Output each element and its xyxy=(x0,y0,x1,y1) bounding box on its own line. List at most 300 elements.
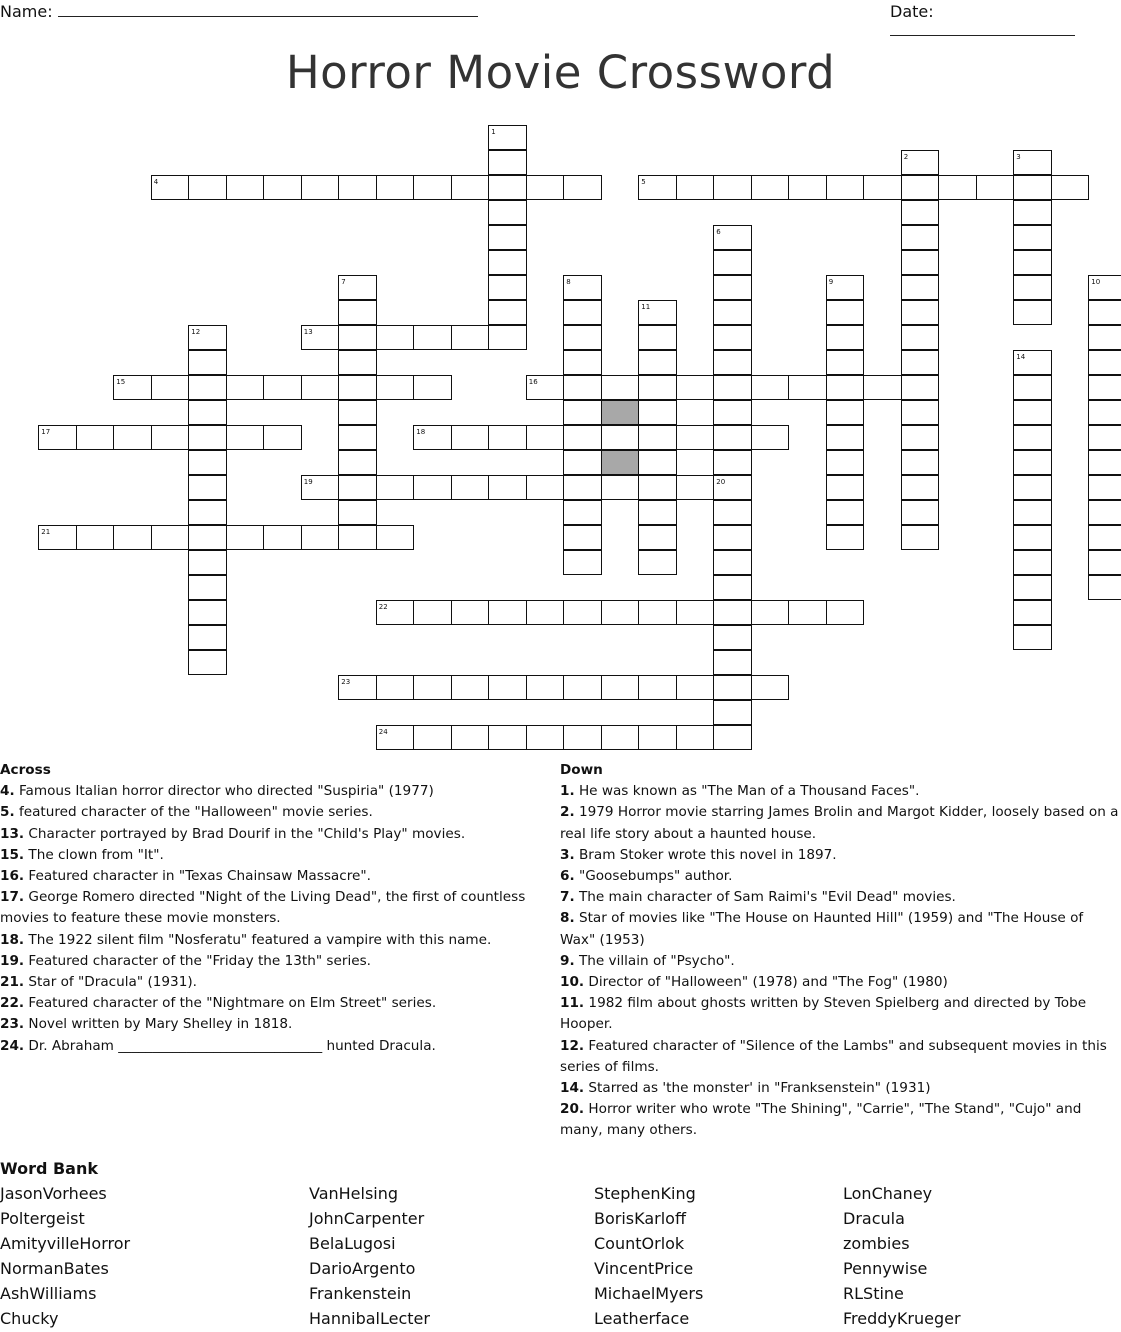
grid-cell[interactable] xyxy=(338,425,376,450)
grid-cell[interactable] xyxy=(638,550,676,575)
grid-cell[interactable] xyxy=(788,175,826,200)
grid-cell[interactable] xyxy=(638,725,676,750)
grid-cell[interactable] xyxy=(488,250,526,275)
grid-cell[interactable] xyxy=(1013,275,1051,300)
grid-cell[interactable] xyxy=(901,525,939,550)
clue-item xyxy=(560,1099,1120,1141)
grid-cell[interactable] xyxy=(1088,350,1121,375)
grid-cell[interactable] xyxy=(676,675,714,700)
clue-item-number: 3. xyxy=(560,846,575,863)
grid-cell[interactable] xyxy=(188,500,226,525)
clue-item xyxy=(560,972,1120,993)
grid-cell[interactable] xyxy=(151,425,189,450)
grid-cell[interactable] xyxy=(451,725,489,750)
grid-cell[interactable] xyxy=(901,275,939,300)
grid-cell[interactable] xyxy=(188,175,226,200)
clue-item-number: 15. xyxy=(0,846,25,863)
grid-cell[interactable] xyxy=(151,525,189,550)
clue-item-number: 12. xyxy=(560,1037,585,1054)
grid-cell[interactable] xyxy=(188,475,226,500)
clue-number: 14 xyxy=(1016,352,1026,361)
clue-item-number: 2. xyxy=(560,804,575,821)
grid-cell[interactable] xyxy=(563,325,601,350)
grid-cell[interactable] xyxy=(713,375,751,400)
word-bank-column xyxy=(309,1181,430,1331)
grid-cell[interactable] xyxy=(826,500,864,525)
grid-cell[interactable] xyxy=(826,350,864,375)
grid-cell[interactable] xyxy=(376,175,414,200)
grid-cell[interactable] xyxy=(713,250,751,275)
grid-cell[interactable] xyxy=(826,425,864,450)
grid-cell[interactable] xyxy=(338,325,376,350)
grid-cell[interactable] xyxy=(413,475,451,500)
grid-cell[interactable] xyxy=(1013,475,1051,500)
grid-cell[interactable] xyxy=(526,600,564,625)
word-bank-item: zombies xyxy=(843,1234,910,1253)
grid-cell[interactable] xyxy=(1088,450,1121,475)
clue-number: 2 xyxy=(903,152,909,161)
grid-cell[interactable] xyxy=(563,500,601,525)
grid-cell[interactable] xyxy=(338,375,376,400)
grid-cell[interactable] xyxy=(713,350,751,375)
word-bank-item: Frankenstein xyxy=(309,1284,412,1303)
grid-cell[interactable] xyxy=(713,575,751,600)
clue-item-text: "Goosebumps" author. xyxy=(574,868,733,885)
grid-cell[interactable] xyxy=(1013,525,1051,550)
grid-cell[interactable] xyxy=(1088,550,1121,575)
clue-item xyxy=(0,1014,540,1035)
clue-item xyxy=(0,972,540,993)
clue-item xyxy=(560,802,1120,844)
grid-cell[interactable] xyxy=(1088,425,1121,450)
clue-item-text: featured character of the "Halloween" movie series. xyxy=(14,804,373,821)
grid-cell[interactable] xyxy=(826,375,864,400)
grid-cell[interactable] xyxy=(676,725,714,750)
grid-cell[interactable] xyxy=(563,600,601,625)
grid-cell[interactable] xyxy=(826,450,864,475)
clue-item-text: Director of "Halloween" (1978) and "The Fog" (1980) xyxy=(584,974,948,991)
grid-cell[interactable] xyxy=(188,525,226,550)
grid-cell[interactable] xyxy=(526,675,564,700)
grid-cell[interactable] xyxy=(188,350,226,375)
grid-cell[interactable] xyxy=(901,475,939,500)
grid-cell[interactable] xyxy=(826,600,864,625)
grid-cell[interactable] xyxy=(713,700,751,725)
grid-cell[interactable] xyxy=(1088,375,1121,400)
grid-cell[interactable] xyxy=(151,375,189,400)
grid-cell[interactable] xyxy=(563,425,601,450)
clue-number: 10 xyxy=(1091,277,1101,286)
word-bank-item: StephenKing xyxy=(594,1184,696,1203)
grid-cell[interactable] xyxy=(563,725,601,750)
grid-cell[interactable] xyxy=(676,600,714,625)
clue-item-number: 6. xyxy=(560,868,575,885)
grid-cell[interactable] xyxy=(263,175,301,200)
grid-cell[interactable] xyxy=(713,175,751,200)
grid-cell[interactable] xyxy=(601,475,639,500)
grid-cell[interactable] xyxy=(713,325,751,350)
grid-cell[interactable] xyxy=(188,450,226,475)
grid-cell[interactable] xyxy=(901,350,939,375)
grid-cell[interactable] xyxy=(713,600,751,625)
grid-cell[interactable] xyxy=(638,500,676,525)
grid-cell[interactable] xyxy=(563,375,601,400)
grid-cell[interactable] xyxy=(713,525,751,550)
grid-cell[interactable] xyxy=(188,425,226,450)
clue-item xyxy=(560,887,1120,908)
grid-cell[interactable] xyxy=(1013,300,1051,325)
down-clues xyxy=(560,760,1120,1142)
clue-item xyxy=(560,866,1120,887)
grid-cell[interactable] xyxy=(751,425,789,450)
grid-cell[interactable] xyxy=(713,450,751,475)
grid-cell[interactable] xyxy=(938,175,976,200)
grid-cell[interactable] xyxy=(751,375,789,400)
grid-cell[interactable] xyxy=(601,425,639,450)
clue-item-number: 16. xyxy=(0,868,25,885)
grid-cell[interactable] xyxy=(901,200,939,225)
grid-cell[interactable] xyxy=(451,325,489,350)
grid-cell[interactable] xyxy=(1088,300,1121,325)
grid-cell[interactable] xyxy=(338,475,376,500)
grid-cell[interactable] xyxy=(451,475,489,500)
grid-cell[interactable] xyxy=(301,375,339,400)
clue-number: 20 xyxy=(716,477,726,486)
grid-cell[interactable] xyxy=(526,475,564,500)
clue-number: 7 xyxy=(341,277,346,286)
clue-item-text: Featured character of the "Friday the 13th" series. xyxy=(24,952,371,969)
grid-cell[interactable] xyxy=(901,400,939,425)
grid-cell[interactable] xyxy=(113,525,151,550)
clue-item-number: 20. xyxy=(560,1101,585,1118)
grid-cell[interactable] xyxy=(226,175,264,200)
clue-item xyxy=(560,908,1120,950)
clue-item-number: 22. xyxy=(0,995,25,1012)
grid-cell[interactable] xyxy=(788,600,826,625)
clue-item-number: 13. xyxy=(0,825,25,842)
grid-cell[interactable] xyxy=(1013,425,1051,450)
grid-cell[interactable] xyxy=(826,325,864,350)
grid-cell[interactable] xyxy=(76,425,114,450)
grid-cell[interactable] xyxy=(638,675,676,700)
grid-cell[interactable] xyxy=(526,725,564,750)
grid-cell[interactable] xyxy=(1051,175,1089,200)
word-bank-item: AshWilliams xyxy=(0,1284,97,1303)
grid-cell[interactable] xyxy=(338,500,376,525)
word-bank-item: LonChaney xyxy=(843,1184,933,1203)
grid-cell[interactable] xyxy=(488,275,526,300)
grid-cell[interactable] xyxy=(713,550,751,575)
grid-cell[interactable] xyxy=(826,175,864,200)
clue-item xyxy=(560,845,1120,866)
grid-cell[interactable] xyxy=(488,725,526,750)
grid-cell[interactable] xyxy=(488,600,526,625)
grid-cell[interactable] xyxy=(563,300,601,325)
word-bank-item: MichaelMyers xyxy=(594,1284,704,1303)
clue-item-text: Bram Stoker wrote this novel in 1897. xyxy=(574,846,837,863)
grid-cell[interactable] xyxy=(563,550,601,575)
grid-cell[interactable] xyxy=(376,675,414,700)
name-label: Name: xyxy=(0,2,53,21)
grid-cell[interactable] xyxy=(376,375,414,400)
word-bank-item: JasonVorhees xyxy=(0,1184,107,1203)
grid-cell[interactable] xyxy=(826,525,864,550)
grid-cell[interactable] xyxy=(713,425,751,450)
clue-item-text: George Romero directed "Night of the Living Dead", the first of countless movies to feature these movie monsters. xyxy=(0,889,526,927)
grid-cell[interactable] xyxy=(226,425,264,450)
grid-cell[interactable] xyxy=(376,325,414,350)
word-bank-item: FreddyKrueger xyxy=(843,1309,961,1328)
clue-number: 12 xyxy=(191,327,201,336)
grid-cell[interactable] xyxy=(901,325,939,350)
grid-cell[interactable] xyxy=(563,400,601,425)
grid-cell[interactable] xyxy=(1013,375,1051,400)
grid-cell[interactable] xyxy=(188,600,226,625)
grid-cell[interactable] xyxy=(338,350,376,375)
grid-cell[interactable] xyxy=(826,400,864,425)
word-bank-item: Dracula xyxy=(843,1209,905,1228)
grid-cell[interactable] xyxy=(376,475,414,500)
grid-cell[interactable] xyxy=(901,375,939,400)
grid-cell[interactable] xyxy=(638,400,676,425)
grid-cell[interactable] xyxy=(488,675,526,700)
grid-cell[interactable] xyxy=(1088,475,1121,500)
clue-number: 21 xyxy=(41,527,51,536)
grid-cell[interactable] xyxy=(601,600,639,625)
clue-item-number: 8. xyxy=(560,910,575,927)
grid-cell[interactable] xyxy=(751,175,789,200)
grid-cell[interactable] xyxy=(901,425,939,450)
grid-cell[interactable] xyxy=(826,300,864,325)
grid-cell[interactable] xyxy=(1088,400,1121,425)
page-title: Horror Movie Crossword xyxy=(285,46,836,99)
word-bank-item: Pennywise xyxy=(843,1259,928,1278)
grid-cell[interactable] xyxy=(563,175,601,200)
clue-item-text: 1982 film about ghosts written by Steven Spielberg and directed by Tobe Hooper. xyxy=(560,995,1087,1033)
grid-cell[interactable] xyxy=(788,375,826,400)
clue-item-text: Famous Italian horror director who directed "Suspiria" (1977) xyxy=(14,783,434,800)
grid-cell[interactable] xyxy=(338,400,376,425)
grid-cell[interactable] xyxy=(1013,600,1051,625)
grid-cell[interactable] xyxy=(638,600,676,625)
grid-cell[interactable] xyxy=(563,475,601,500)
grid-cell[interactable] xyxy=(1013,200,1051,225)
grid-cell[interactable] xyxy=(563,450,601,475)
clue-number: 16 xyxy=(528,377,538,386)
grid-cell[interactable] xyxy=(713,725,751,750)
word-bank-item: CountOrlok xyxy=(594,1234,685,1253)
grid-cell[interactable] xyxy=(713,625,751,650)
grid-cell[interactable] xyxy=(751,675,789,700)
grid-cell[interactable] xyxy=(713,400,751,425)
grid-cell[interactable] xyxy=(563,675,601,700)
clue-item-number: 17. xyxy=(0,889,25,906)
clue-item-number: 21. xyxy=(0,974,25,991)
clue-item-text: The main character of Sam Raimi's "Evil Dead" movies. xyxy=(574,889,956,906)
grid-cell[interactable] xyxy=(751,600,789,625)
grid-cell[interactable] xyxy=(901,225,939,250)
grid-cell[interactable] xyxy=(526,175,564,200)
grid-cell[interactable] xyxy=(188,575,226,600)
grid-cell[interactable] xyxy=(188,400,226,425)
grid-cell[interactable] xyxy=(413,325,451,350)
grid-cell[interactable] xyxy=(488,425,526,450)
grid-cell[interactable] xyxy=(488,150,526,175)
grid-cell[interactable] xyxy=(1088,575,1121,600)
grid-cell[interactable] xyxy=(638,350,676,375)
grid-cell[interactable] xyxy=(76,525,114,550)
across-clues xyxy=(0,760,540,1057)
word-bank-item: Chucky xyxy=(0,1309,59,1328)
grid-cell[interactable] xyxy=(713,675,751,700)
grid-cell[interactable] xyxy=(451,675,489,700)
date-label: Date: xyxy=(890,2,934,21)
clue-item-text: Featured character of the "Nightmare on Elm Street" series. xyxy=(24,995,437,1012)
clue-item-number: 18. xyxy=(0,931,25,948)
grid-cell[interactable] xyxy=(188,550,226,575)
grid-cell[interactable] xyxy=(1013,225,1051,250)
grid-cell[interactable] xyxy=(488,225,526,250)
grid-cell[interactable] xyxy=(1088,525,1121,550)
grid-cell[interactable] xyxy=(526,425,564,450)
grid-cell[interactable] xyxy=(713,500,751,525)
grid-cell[interactable] xyxy=(901,450,939,475)
grid-cell[interactable] xyxy=(301,175,339,200)
clue-number: 15 xyxy=(116,377,126,386)
grid-cell[interactable] xyxy=(451,425,489,450)
clue-number: 4 xyxy=(153,177,159,186)
grid-cell[interactable] xyxy=(863,375,901,400)
grid-cell[interactable] xyxy=(638,475,676,500)
grid-cell[interactable] xyxy=(263,425,301,450)
grid-cell[interactable] xyxy=(638,425,676,450)
grid-cell[interactable] xyxy=(1013,550,1051,575)
grid-cell[interactable] xyxy=(338,175,376,200)
grid-cell[interactable] xyxy=(1088,500,1121,525)
clue-number: 18 xyxy=(416,427,426,436)
grid-cell[interactable] xyxy=(901,300,939,325)
word-bank xyxy=(0,1157,1121,1328)
grid-cell[interactable] xyxy=(713,650,751,675)
grid-cell[interactable] xyxy=(488,300,526,325)
grid-cell[interactable] xyxy=(863,175,901,200)
grid-cell[interactable] xyxy=(676,175,714,200)
grid-cell[interactable] xyxy=(976,175,1014,200)
grid-cell[interactable] xyxy=(376,525,414,550)
grid-cell[interactable] xyxy=(676,375,714,400)
word-bank-item: VincentPrice xyxy=(594,1259,694,1278)
grid-cell[interactable] xyxy=(1013,175,1051,200)
grid-cell[interactable] xyxy=(188,625,226,650)
clue-item xyxy=(560,781,1120,802)
grid-cell[interactable] xyxy=(563,350,601,375)
grid-cell[interactable] xyxy=(1088,325,1121,350)
grid-cell[interactable] xyxy=(226,525,264,550)
grid-cell[interactable] xyxy=(638,375,676,400)
grid-cell[interactable] xyxy=(226,375,264,400)
grid-cell[interactable] xyxy=(638,325,676,350)
grid-cell[interactable] xyxy=(451,600,489,625)
grid-cell[interactable] xyxy=(901,500,939,525)
grid-cell[interactable] xyxy=(601,375,639,400)
grid-cell[interactable] xyxy=(713,275,751,300)
clue-item xyxy=(0,802,540,823)
clue-item xyxy=(0,824,540,845)
clue-item-text: The 1922 silent film "Nosferatu" featured a vampire with this name. xyxy=(24,931,492,948)
word-bank-item: DarioArgento xyxy=(309,1259,416,1278)
clue-item-text: He was known as "The Man of a Thousand Faces". xyxy=(574,783,920,800)
grid-cell[interactable] xyxy=(1013,250,1051,275)
grid-cell[interactable] xyxy=(826,475,864,500)
grid-cell[interactable] xyxy=(601,675,639,700)
grid-cell[interactable] xyxy=(113,425,151,450)
grid-cell[interactable] xyxy=(1013,625,1051,650)
grid-cell[interactable] xyxy=(1013,575,1051,600)
clue-number: 24 xyxy=(378,727,388,736)
grid-cell[interactable] xyxy=(263,375,301,400)
grid-cell[interactable] xyxy=(188,375,226,400)
grid-cell[interactable] xyxy=(188,650,226,675)
grid-cell[interactable] xyxy=(1013,450,1051,475)
clue-item-number: 7. xyxy=(560,889,575,906)
grid-cell[interactable] xyxy=(338,300,376,325)
grid-cell[interactable] xyxy=(676,425,714,450)
grid-cell[interactable] xyxy=(488,200,526,225)
clue-item-text: 1979 Horror movie starring James Brolin and Margot Kidder, loosely based on a real life story about a haunted house. xyxy=(560,804,1119,842)
grid-cell[interactable] xyxy=(901,175,939,200)
clue-number: 6 xyxy=(716,227,721,236)
clue-number: 19 xyxy=(303,477,313,486)
grid-cell[interactable] xyxy=(413,675,451,700)
grid-cell[interactable] xyxy=(451,175,489,200)
word-bank-item: NormanBates xyxy=(0,1259,109,1278)
grid-cell[interactable] xyxy=(263,525,301,550)
word-bank-item: VanHelsing xyxy=(309,1184,399,1203)
clue-number: 1 xyxy=(491,127,496,136)
clue-item-text: Featured character of "Silence of the Lambs" and subsequent movies in this series of films. xyxy=(560,1037,1107,1075)
clue-item-text: Star of movies like "The House on Haunted Hill" (1959) and "The House of Wax" (1953) xyxy=(560,910,1084,948)
grid-cell[interactable] xyxy=(488,325,526,350)
grid-cell[interactable] xyxy=(638,525,676,550)
grid-cell[interactable] xyxy=(601,725,639,750)
clue-item-text: Novel written by Mary Shelley in 1818. xyxy=(24,1016,293,1033)
grid-cell[interactable] xyxy=(413,600,451,625)
grid-cell[interactable] xyxy=(301,525,339,550)
grid-cell[interactable] xyxy=(1013,400,1051,425)
grid-cell[interactable] xyxy=(413,725,451,750)
clue-item-text: Dr. Abraham ______________________________ hunted Dracula. xyxy=(24,1037,436,1054)
word-bank-column xyxy=(843,1181,961,1331)
grid-cell[interactable] xyxy=(338,450,376,475)
grid-cell[interactable] xyxy=(413,175,451,200)
clue-item xyxy=(0,930,540,951)
clue-item-number: 14. xyxy=(560,1080,585,1097)
word-bank-item: HannibalLecter xyxy=(309,1309,430,1328)
grid-cell[interactable] xyxy=(638,450,676,475)
clue-item-text: Character portrayed by Brad Dourif in the "Child's Play" movies. xyxy=(24,825,466,842)
grid-cell[interactable] xyxy=(563,525,601,550)
grid-cell[interactable] xyxy=(488,475,526,500)
grid-cell[interactable] xyxy=(676,475,714,500)
clue-item-number: 5. xyxy=(0,804,15,821)
grid-cell[interactable] xyxy=(713,300,751,325)
grid-cell[interactable] xyxy=(338,525,376,550)
grid-cell[interactable] xyxy=(488,175,526,200)
grid-cell[interactable] xyxy=(413,375,451,400)
grid-cell[interactable] xyxy=(1013,500,1051,525)
clue-item-number: 9. xyxy=(560,952,575,969)
grid-cell[interactable] xyxy=(901,250,939,275)
